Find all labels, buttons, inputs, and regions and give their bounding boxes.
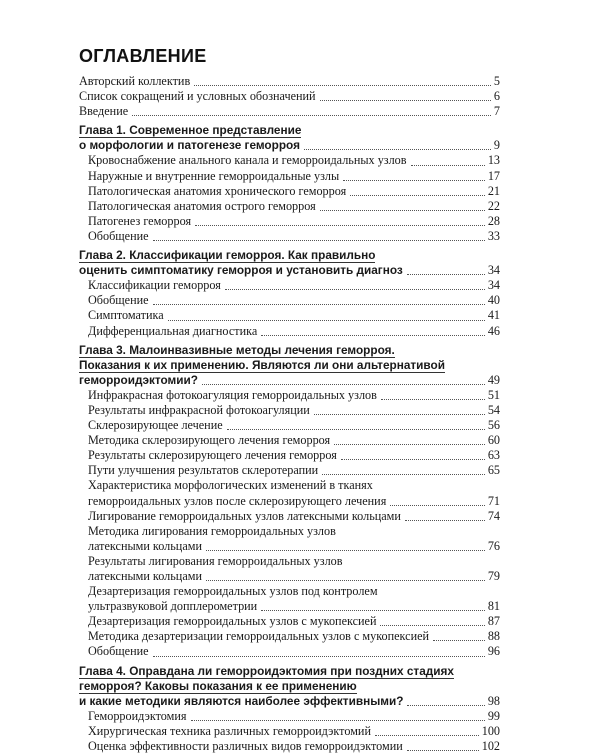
toc-entry-text: Патогенез геморроя	[88, 213, 192, 228]
toc-entry-text: Результаты инфракрасной фотокоагуляции	[88, 402, 310, 417]
toc-entry-text: о морфологии и патогенезе геморроя	[79, 138, 300, 153]
toc-dot-leader	[202, 383, 485, 385]
toc-subentry	[79, 199, 500, 214]
toc-entry-text: латексными кольцами	[88, 569, 202, 583]
toc-page-number: 22	[487, 198, 500, 213]
toc-subentry	[79, 169, 500, 184]
toc-subentry	[79, 388, 500, 403]
toc-subentry	[79, 184, 500, 199]
toc-dot-leader	[320, 209, 485, 211]
toc-entry-text: Глава 3. Малоинвазивные методы лечения геморроя.	[79, 342, 395, 357]
toc-subentry	[79, 599, 500, 614]
toc-subentry	[79, 324, 500, 339]
toc-page-number: 98	[487, 693, 500, 708]
toc-dot-leader	[206, 579, 485, 581]
toc-subentry	[79, 418, 500, 433]
toc-page-number: 34	[487, 263, 500, 278]
toc-page-number: 63	[487, 448, 500, 463]
toc-chapter-line	[79, 664, 500, 679]
toc-dot-leader	[194, 84, 491, 86]
toc-entry-text: Результаты лигирования геморроидальных узлов	[88, 553, 343, 568]
toc-entry-text: геморроидэктомии?	[79, 372, 198, 387]
toc-entry-text: Глава 1. Современное представление	[79, 123, 302, 138]
toc-entry-text: Геморроидэктомия	[88, 708, 187, 723]
toc-entry-text: Дезартеризация геморроидальных узлов под контролем	[88, 584, 378, 599]
toc-entry-text: Симптоматика	[88, 308, 164, 323]
toc-page-number: 100	[481, 723, 500, 738]
toc-entry-text: ультразвуковой допплерометрии	[88, 599, 258, 614]
toc-page-number: 34	[487, 278, 500, 293]
toc-page-number: 17	[487, 168, 500, 183]
toc-entry-text: Список сокращений и условных обозначений	[79, 89, 316, 104]
table-of-contents	[79, 74, 500, 754]
toc-subentry	[79, 229, 500, 244]
toc-entry-text: и какие методики являются наиболее эффективными?	[79, 693, 404, 708]
toc-page-number: 87	[487, 614, 500, 629]
toc-subentry	[79, 433, 500, 448]
toc-dot-leader	[195, 224, 485, 226]
toc-subentry	[79, 153, 500, 168]
toc-subentry	[79, 539, 500, 554]
toc-entry-text: геморроя? Каковы показания к ее применению	[79, 678, 357, 693]
toc-entry-text: Классификации геморроя	[88, 278, 221, 293]
toc-dot-leader	[261, 609, 485, 611]
toc-dot-leader	[381, 398, 485, 400]
toc-chapter-line	[79, 138, 500, 153]
toc-subentry	[79, 709, 500, 724]
toc-chapter-line	[79, 694, 500, 709]
toc-page-number: 51	[487, 387, 500, 402]
toc-subentry	[79, 308, 500, 323]
toc-subentry	[79, 463, 500, 478]
toc-page-number: 99	[487, 708, 500, 723]
toc-dot-leader	[375, 734, 479, 736]
toc-entry-text: Дезартеризация геморроидальных узлов с мукопексией	[88, 614, 377, 629]
toc-dot-leader	[433, 639, 485, 641]
toc-entry	[79, 74, 500, 89]
toc-entry-text: Глава 4. Оправдана ли геморроидэктомия при поздних стадиях	[79, 663, 454, 678]
toc-subentry	[79, 478, 500, 493]
toc-chapter-line	[79, 263, 500, 278]
toc-subentry	[79, 569, 500, 584]
toc-dot-leader	[304, 148, 491, 150]
toc-dot-leader	[380, 624, 484, 626]
toc-dot-leader	[153, 239, 485, 241]
toc-dot-leader	[407, 704, 484, 706]
toc-entry-text: Оценка эффективности различных видов геморроидэктомии	[88, 739, 403, 754]
toc-dot-leader	[390, 504, 485, 506]
toc-dot-leader	[322, 473, 485, 475]
toc-dot-leader	[206, 549, 485, 551]
toc-page-number: 79	[487, 569, 500, 583]
toc-subentry	[79, 724, 500, 739]
toc-chapter-line	[79, 343, 500, 358]
toc-page-number: 88	[487, 629, 500, 644]
toc-entry-text: Склерозирующее лечение	[88, 418, 223, 433]
toc-entry-text: Дифференциальная диагностика	[88, 323, 258, 338]
toc-page-number: 56	[487, 418, 500, 433]
toc-subentry	[79, 739, 500, 754]
toc-entry-text: Глава 2. Классификации геморроя. Как правильно	[79, 248, 376, 263]
toc-page-number: 71	[487, 493, 500, 508]
toc-page-number: 40	[487, 293, 500, 308]
toc-page-number: 21	[487, 183, 500, 198]
toc-chapter-line	[79, 679, 500, 694]
toc-page-number: 65	[487, 463, 500, 478]
toc-subentry	[79, 214, 500, 229]
toc-chapter-line	[79, 248, 500, 263]
toc-entry-text: Обобщение	[88, 228, 149, 243]
toc-subentry	[79, 584, 500, 599]
toc-dot-leader	[225, 288, 485, 290]
toc-dot-leader	[341, 458, 485, 460]
toc-subentry	[79, 403, 500, 418]
toc-entry-text: Патологическая анатомия острого геморроя	[88, 198, 316, 213]
toc-entry-text: Патологическая анатомия хронического геморроя	[88, 183, 347, 198]
toc-entry-text: Инфракрасная фотокоагуляция геморроидальных узлов	[88, 387, 377, 402]
toc-page-number: 13	[487, 153, 500, 168]
toc-entry-text: оценить симптоматику геморроя и установить диагноз	[79, 263, 403, 278]
toc-entry-text: Лигирование геморроидальных узлов латексными кольцами	[88, 508, 401, 523]
toc-page-number: 41	[487, 308, 500, 323]
toc-page-number: 74	[487, 508, 500, 523]
toc-dot-leader	[168, 319, 485, 321]
toc-page-number: 60	[487, 433, 500, 448]
toc-page-number: 6	[493, 89, 500, 104]
toc-dot-leader	[227, 428, 485, 430]
toc-subentry	[79, 614, 500, 629]
toc-chapter-line	[79, 358, 500, 373]
toc-entry-text: Пути улучшения результатов склеротерапии	[88, 463, 319, 478]
page-title: ОГЛАВЛЕНИЕ	[79, 46, 207, 66]
toc-entry	[79, 104, 500, 119]
toc-entry-text: Методика склерозирующего лечения геморроя	[88, 433, 331, 448]
toc-dot-leader	[132, 114, 491, 116]
toc-entry-text: Кровоснабжение анального канала и геморроидальных узлов	[88, 153, 407, 168]
toc-page-number: 7	[493, 104, 500, 119]
toc-entry-text: Хирургическая техника различных геморроидэктомий	[88, 723, 371, 738]
toc-page-number: 49	[487, 372, 500, 387]
toc-entry-text: Введение	[79, 104, 129, 119]
toc-page-number: 33	[487, 228, 500, 243]
toc-dot-leader	[405, 519, 485, 521]
toc-entry-text: Характеристика морфологических изменений в тканях	[88, 478, 373, 493]
toc-dot-leader	[343, 179, 485, 181]
toc-subentry	[79, 554, 500, 569]
toc-subentry	[79, 278, 500, 293]
toc-dot-leader	[350, 194, 485, 196]
toc-page-number: 96	[487, 644, 500, 659]
toc-chapter-line	[79, 373, 500, 388]
toc-entry-text: Авторский коллектив	[79, 74, 191, 88]
toc-subentry	[79, 524, 500, 539]
toc-dot-leader	[261, 334, 485, 336]
toc-entry-text: латексными кольцами	[88, 538, 202, 553]
toc-dot-leader	[153, 303, 485, 305]
toc-subentry	[79, 509, 500, 524]
toc-subentry	[79, 629, 500, 644]
toc-subentry	[79, 293, 500, 308]
toc-entry-text: Наружные и внутренние геморроидальные узлы	[88, 168, 340, 183]
toc-dot-leader	[320, 99, 491, 101]
toc-subentry	[79, 644, 500, 659]
toc-dot-leader	[153, 655, 485, 657]
toc-page-number: 76	[487, 538, 500, 553]
toc-dot-leader	[407, 273, 485, 275]
toc-subentry	[79, 448, 500, 463]
toc-entry-text: Обобщение	[88, 644, 149, 659]
toc-entry	[79, 89, 500, 104]
toc-dot-leader	[407, 749, 479, 751]
toc-page-number: 28	[487, 213, 500, 228]
toc-dot-leader	[314, 413, 485, 415]
toc-entry-text: Методика лигирования геморроидальных узлов	[88, 523, 336, 538]
toc-dot-leader	[334, 443, 485, 445]
toc-page-number: 46	[487, 323, 500, 338]
toc-entry-text: Обобщение	[88, 293, 149, 308]
toc-entry-text: Показания к их применению. Являются ли они альтернативой	[79, 357, 445, 372]
toc-page-number: 54	[487, 402, 500, 417]
toc-page-number: 81	[487, 599, 500, 614]
toc-dot-leader	[411, 164, 485, 166]
toc-page-number: 102	[481, 739, 500, 754]
toc-subentry	[79, 494, 500, 509]
toc-chapter-line	[79, 123, 500, 138]
toc-entry-text: геморроидальных узлов после склерозирующего лечения	[88, 493, 387, 508]
toc-dot-leader	[191, 719, 485, 721]
toc-entry-text: Методика дезартеризации геморроидальных узлов с мукопексией	[88, 629, 430, 644]
toc-entry-text: Результаты склерозирующего лечения геморроя	[88, 448, 337, 463]
toc-page-number: 9	[493, 138, 500, 153]
toc-page-number: 5	[493, 74, 500, 88]
